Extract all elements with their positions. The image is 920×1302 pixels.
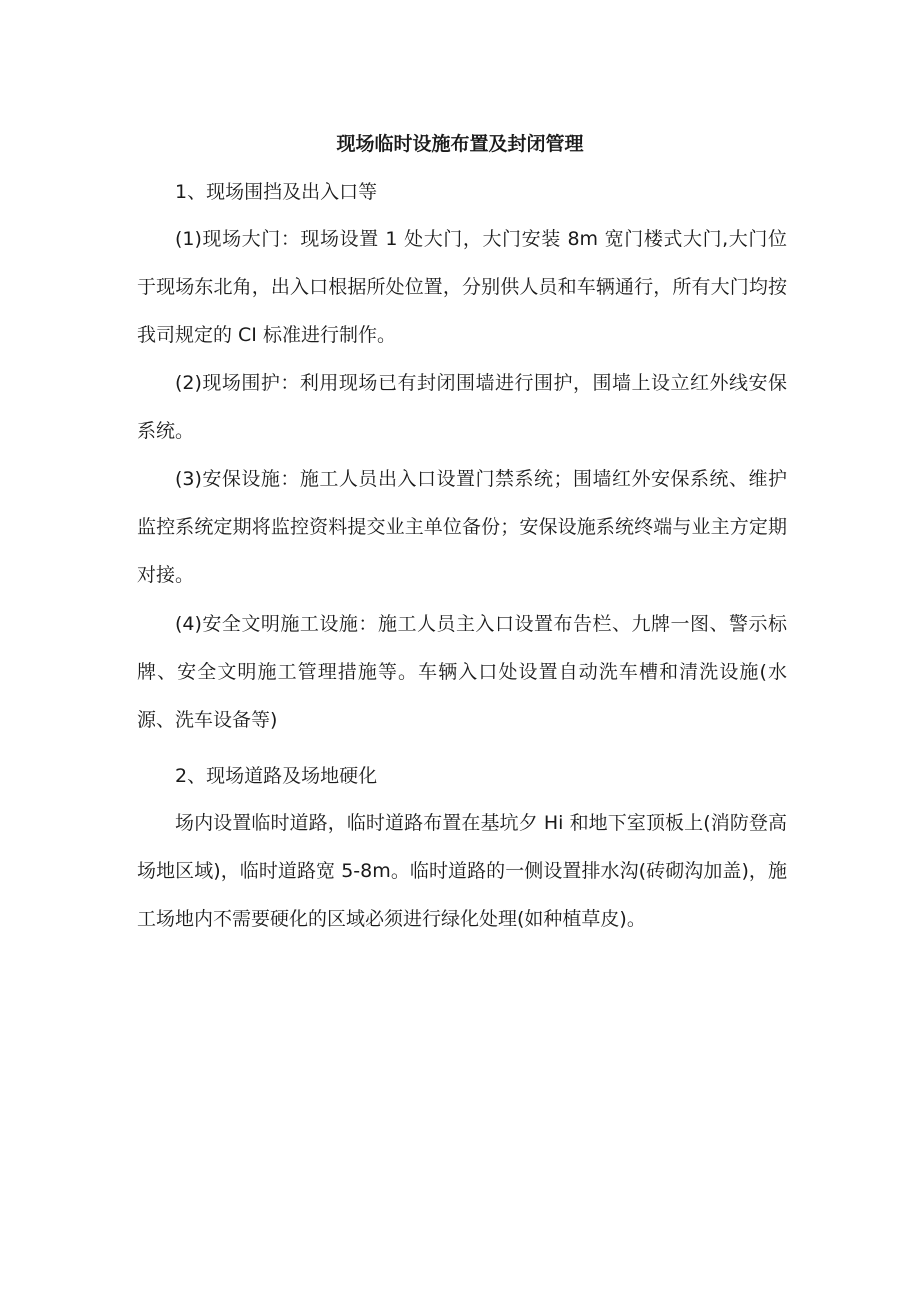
paragraph-site-enclosure: (2)现场围护：利用现场已有封闭围墙进行围护，围墙上设立红外线安保系统。 [137,372,787,442]
document-title: 现场临时设施布置及封闭管理 [336,133,584,155]
paragraph-safety-facilities: (4)安全文明施工设施：施工人员主入口设置布告栏、九牌一图、警示标牌、安全文明施工管理措施等。车辆入口处设置自动洗车槽和清洗设施(水源、洗车设备等) [137,613,787,731]
paragraph-security-facilities: (3)安保设施：施工人员出入口设置门禁系统；围墙红外安保系统、维护监控系统定期将监控资料提交业主单位备份；安保设施系统终端与业主方定期对接。 [137,468,787,586]
section-heading-site-enclosure: 1、现场围挡及出入口等 [175,181,378,203]
paragraph-site-gate: (1)现场大门：现场设置 1 处大门，大门安装 8m 宽门楼式大门,大门位于现场东北角，出入口根据所处位置，分别供人员和车辆通行，所有大门均按我司规定的 CI 标准进行制作。 [137,228,787,346]
paragraph-temporary-roads: 场内设置临时道路，临时道路布置在基坑夕 Hi 和地下室顶板上(消防登高场地区域)，临时道路宽 5-8m。临时道路的一侧设置排水沟(砖砌沟加盖)，施工场地内不需要硬化的区域必须进行绿化处理(如种植草皮)。 [137,812,787,930]
section-heading-roads-hardening: 2、现场道路及场地硬化 [175,765,378,787]
